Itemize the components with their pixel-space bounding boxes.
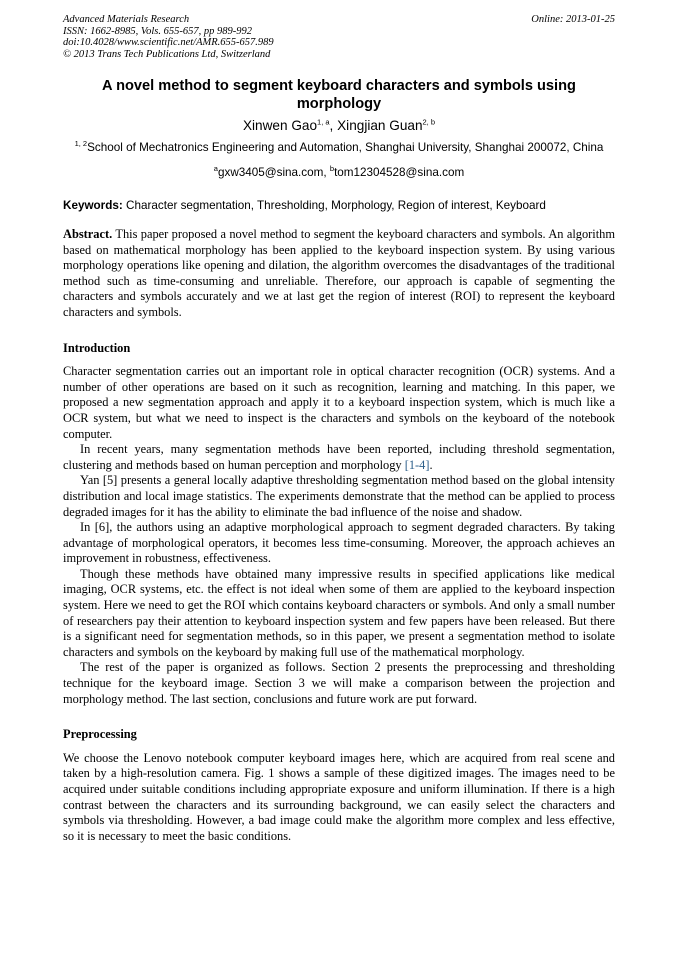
email-mark: a <box>213 164 218 174</box>
issn-line: ISSN: 1662-8985, Vols. 655-657, pp 989-992 <box>63 25 252 37</box>
section-heading-preprocessing: Preprocessing <box>63 727 137 742</box>
journal-name: Advanced Materials Research <box>63 14 190 25</box>
introduction-body <box>63 364 615 707</box>
email-list: $^a$gxw3405@sina.com, $^b$tom12304528@sina.com <box>213 164 465 179</box>
preprocessing-body <box>63 751 615 845</box>
abstract-label: Abstract. <box>63 227 113 241</box>
keywords <box>63 198 615 213</box>
paragraph: We choose the Lenovo notebook computer keyboard images here, which are acquired from real scene and taken by a high-resolution camera. Fig. 1 shows a sample of these digitized images. The images need to be acquired under suitable conditions including appropriate exposure and uniform illumination. If there is a high contrast between the characters and its surrounding background, we can easily select the characters and symbols via thresholding. However, a bad image could make the algorithm more complex and less effective, so it is necessary to meet the basic conditions. <box>63 750 615 843</box>
email-link[interactable]: gxw3405@sina.com <box>217 166 324 179</box>
affiliation <box>63 140 615 155</box>
paragraph-text: In recent years, many segmentation methods have been reported, including threshold segmentation, clustering and methods based on human perception and morphology <box>63 442 615 472</box>
paragraph-end: . <box>429 457 433 472</box>
online-date: Online: 2013-01-25 <box>531 14 615 25</box>
paper-title: A novel method to segment keyboard characters and symbols using morphology <box>102 78 576 112</box>
paragraph: Yan [5] presents a general locally adaptive thresholding segmentation method based on the global intensity distribution and local image statistics. The experiments demonstrate that the method can be applied to process degraded images for it has the ability to eliminate the bad influence of the noise and shadow. <box>63 473 615 519</box>
paragraph: Character segmentation carries out an important role in optical character recognition (OCR) systems. And a number of other operations are based on it such as recognition, learning and matching. In this paper, we proposed a new segmentation approach and apply it to a keyboard inspection system, which is much like a OCR system, but what we need to inspect is the characters and symbols on the keyboard of the notebook computer. <box>63 364 615 441</box>
section-heading-introduction: Introduction <box>63 340 131 355</box>
paragraph: Though these methods have obtained many impressive results in specified applications like medical imaging, OCR systems, etc. the effect is not ideal when some of them are applied to the keyboard inspection system. Here we need to get the ROI which contains keyboard characters or symbols. And only a small number of researchers pay their attention to keyboard inspection system and few papers have been released. But there is a significant need for segmentation methods, so in this paper, we present a segmentation method to isolate characters and symbols on the keyboard by making full use of the mathematical morphology. <box>63 566 615 659</box>
paragraph <box>63 442 615 473</box>
affiliation-mark: 1, 2 <box>74 139 88 149</box>
keywords-label: Keywords: <box>63 199 123 212</box>
doi-line: doi:10.4028/www.scientific.net/AMR.655-657.989 <box>63 37 274 48</box>
paragraph: In [6], the authors using an adaptive morphological approach to segment degraded characters. By taking advantage of morphological operators, it becomes less time-consuming. Moreover, the approach achieves an improvement in robustness, effectiveness. <box>63 520 615 566</box>
citation-link[interactable]: [1-4] <box>404 457 430 472</box>
paragraph: The rest of the paper is organized as follows. Section 2 presents the preprocessing and thresholding technique for the keyboard image. Section 3 we will make a comparison between the projection and morphology method. The last section, conclusions and future work are put forward. <box>63 660 615 706</box>
abstract-text: This paper proposed a novel method to segment the keyboard characters and symbols. An algorithm based on mathematical morphology has been applied to the keyboard inspection system. By using various morphology operations like opening and dilation, the algorithm overcomes the disadvantages of the traditional method such as time-consuming and unreliable. Therefore, our approach is capable of segmenting the characters and symbols accurately and we at last get the region of interest (ROI) to represent the keyboard characters and symbols. <box>63 227 616 319</box>
keywords-text: Character segmentation, Thresholding, Morphology, Region of interest, Keyboard <box>126 199 546 212</box>
copyright-line: © 2013 Trans Tech Publications Ltd, Switzerland <box>63 48 271 60</box>
email-mark: b <box>329 164 335 174</box>
author-name: Xinwen Gao <box>242 118 318 133</box>
paper-page <box>63 14 615 844</box>
author-affiliation-mark: 1, a <box>317 117 330 127</box>
author-affiliation-mark: 2, b <box>422 117 436 127</box>
abstract <box>63 227 615 321</box>
author-name: Xingjian Guan <box>337 118 423 133</box>
email-link[interactable]: tom12304528@sina.com <box>334 166 465 179</box>
running-header <box>63 14 615 60</box>
affiliation-text: School of Mechatronics Engineering and Automation, Shanghai University, Shanghai 200072, China <box>87 141 604 154</box>
author-list: Xinwen Gao$^{1, a}$, Xingjian Guan$^{2, b}$ <box>242 117 436 133</box>
